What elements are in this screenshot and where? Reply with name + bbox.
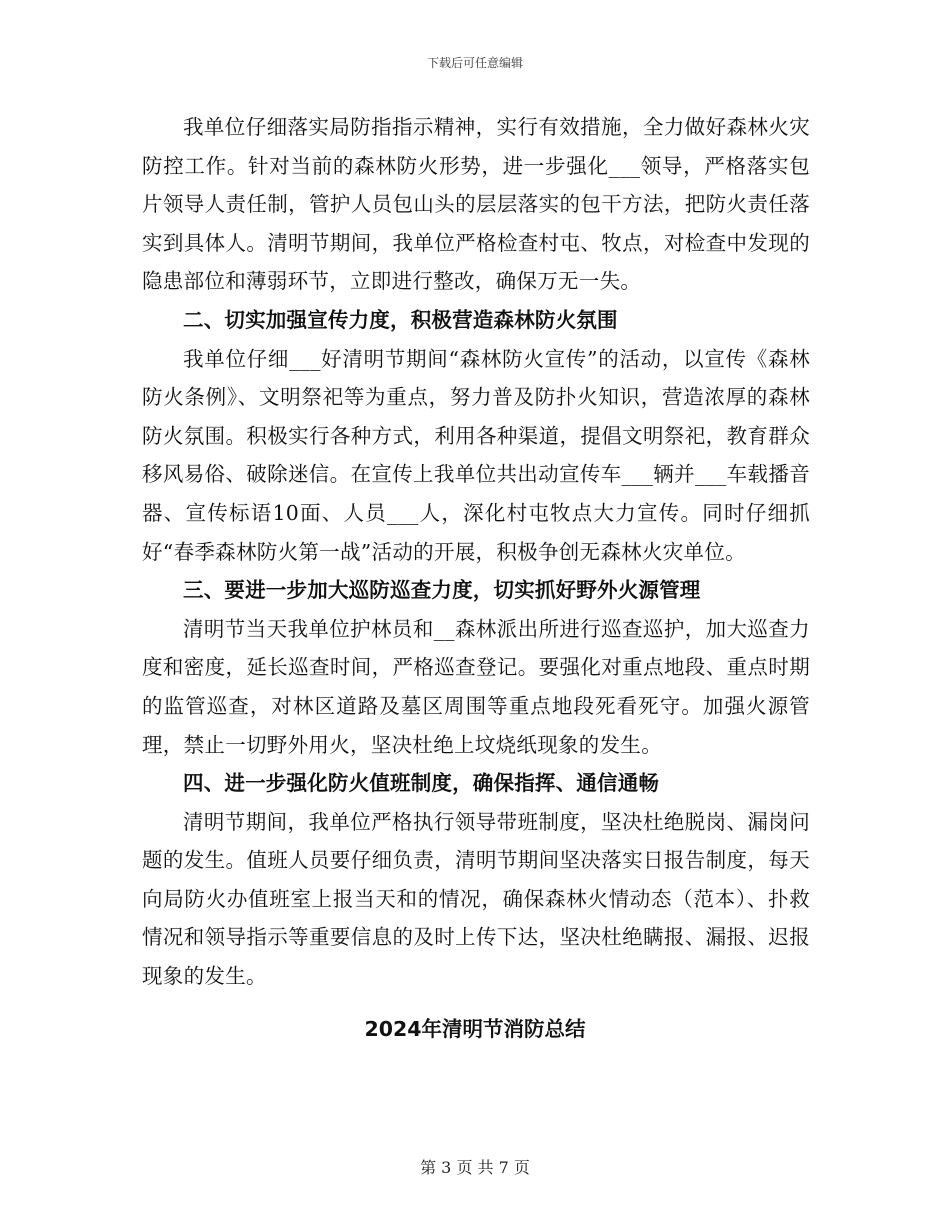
document-title: 2024年清明节消防总结 [364,1017,586,1041]
document-body [142,108,810,996]
paragraph-patrol: 清明节当天我单位护林员和__森林派出所进行巡查巡护，加大巡查力度和密度，延长巡查时间，严格巡查登记。要强化对重点地段、重点时期的监管巡查，对林区道路及墓区周围等重点地段死看死守。加强火源管理，禁止一切野外用火，坚决杜绝上坟烧纸现象的发生。 [142,616,810,757]
page-header-note: 下载后可任意编辑 [426,56,523,70]
section-heading-publicity: 二、切实加强宣传力度，积极营造森林防火氛围 [183,307,618,332]
section-heading-patrol: 三、要进一步加大巡防巡查力度，切实抓好野外火源管理 [183,578,701,603]
paragraph-duty: 清明节期间，我单位严格执行领导带班制度，坚决杜绝脱岗、漏岗问题的发生。值班人员要仔细负责，清明节期间坚决落实日报告制度，每天向局防火办值班室上报当天和的情况，确保森林火情动态（范本）、扑救情况和领导指示等重要信息的及时上传下达，坚决杜绝瞒报、漏报、迟报现象的发生。 [142,809,810,989]
paragraph-responsibility: 我单位仔细落实局防指指示精神，实行有效措施，全力做好森林火灾防控工作。针对当前的森林防火形势，进一步强化___领导，严格落实包片领导人责任制，管护人员包山头的层层落实的包干方法，把防火责任落实到具体人。清明节期间，我单位严格检查村屯、牧点，对检查中发现的隐患部位和薄弱环节，立即进行整改，确保万无一失。 [142,115,810,294]
paragraph-publicity: 我单位仔细___好清明节期间“森林防火宣传”的活动，以宣传《森林防火条例》、文明祭祀等为重点，努力普及防扑火知识，营造浓厚的森林防火氛围。积极实行各种方式，利用各种渠道，提倡文明祭祀，教育群众移风易俗、破除迷信。在宣传上我单位共出动宣传车___辆并___车载播音器、宣传标语10面、人员___人，深化村屯牧点大力宣传。同时仔细抓好“春季森林防火第一战”活动的开展，积极争创无森林火灾单位。 [142,346,810,564]
page-number-footer: 第 3 页 共 7 页 [420,1158,530,1177]
section-heading-duty: 四、进一步强化防火值班制度，确保指挥、通信通畅 [183,771,660,796]
